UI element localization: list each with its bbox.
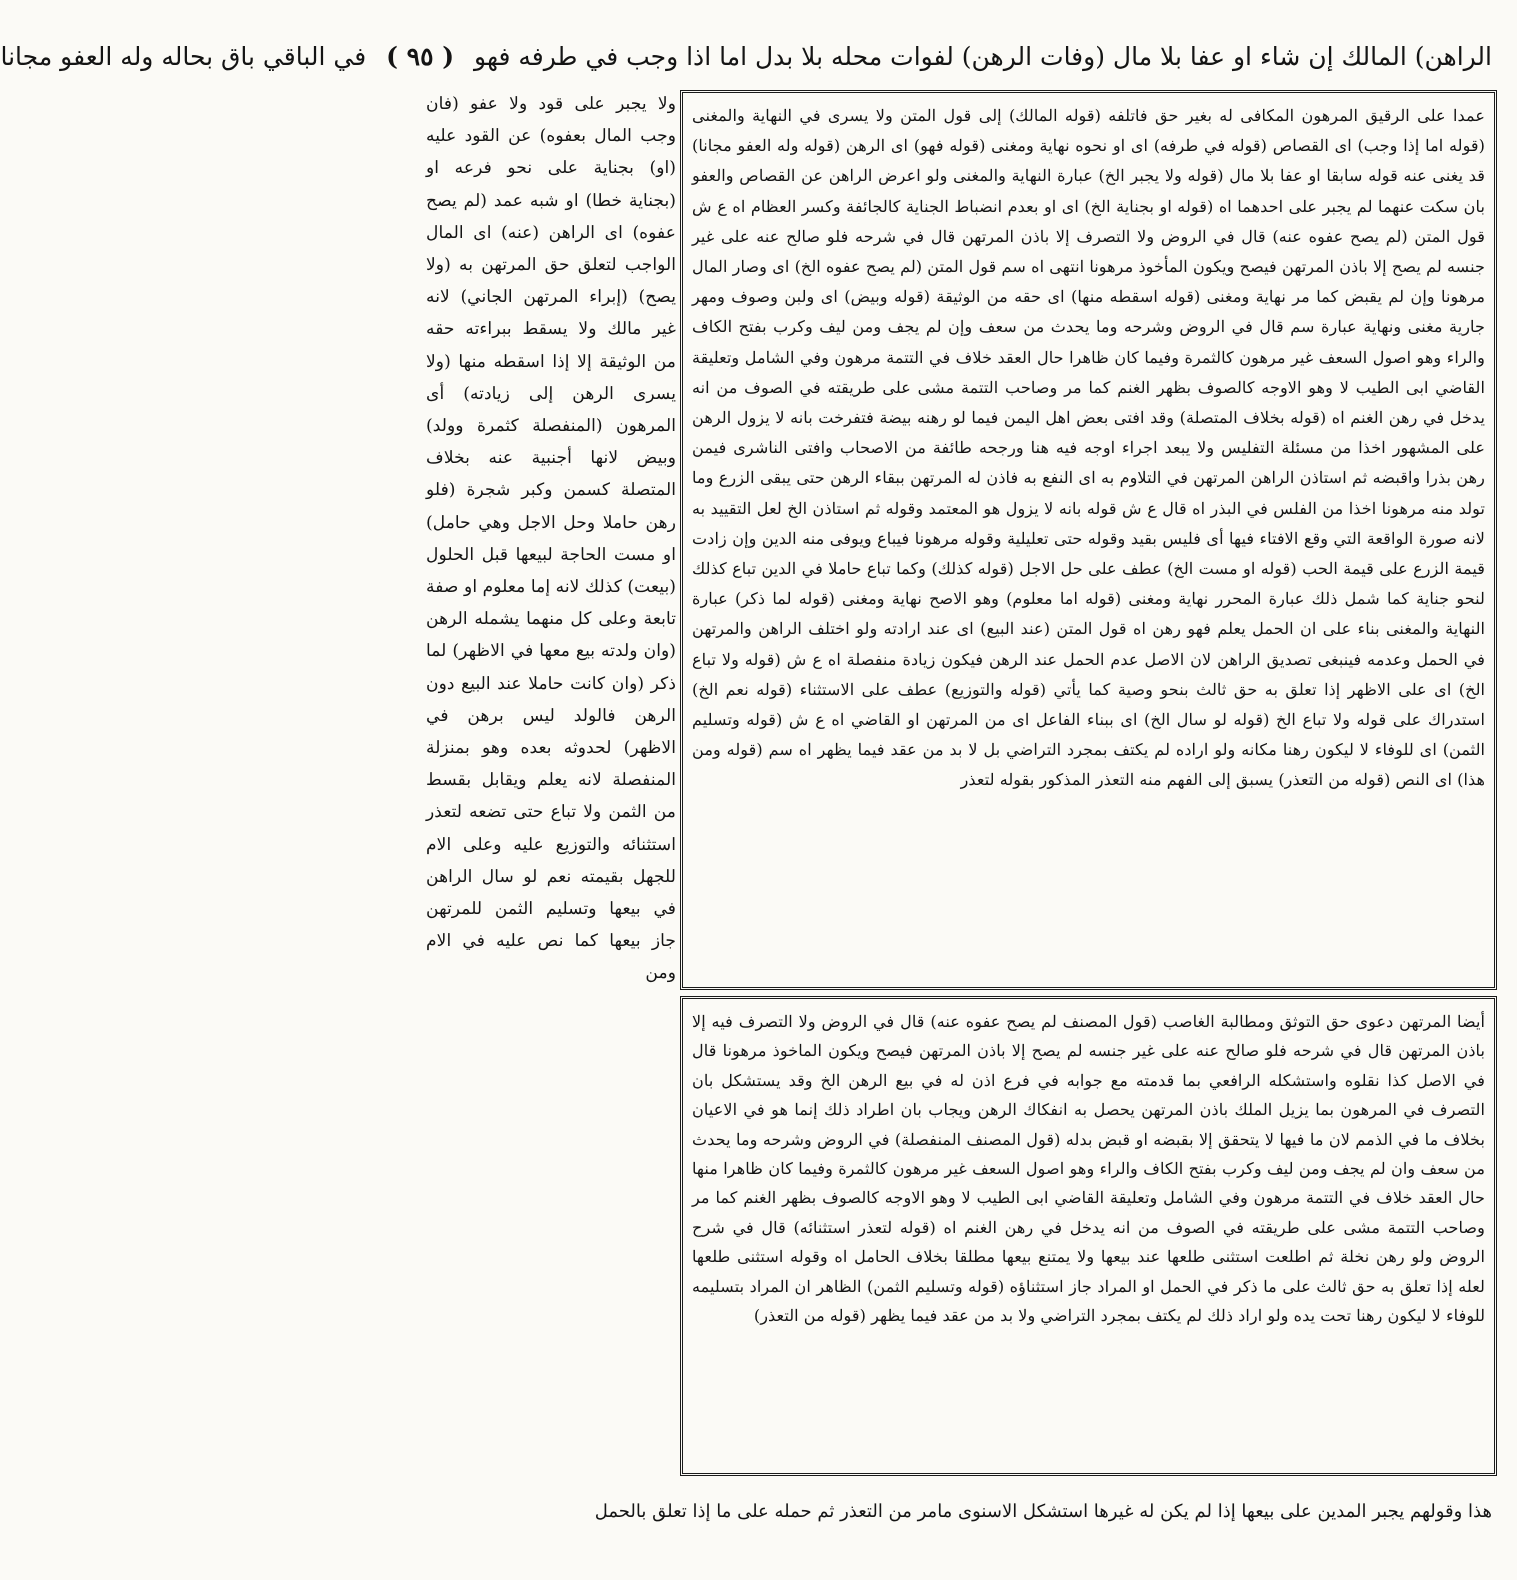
commentary-box-top (680, 90, 1497, 990)
header-text-left: في الباقي باق بحاله وله العفو مجانا (0, 42, 367, 71)
header-text-right: الراهن) المالك إن شاء او عفا بلا مال (وفات الرهن) لفوات محله بلا بدل اما اذا وجب في طرفه فهو (474, 42, 1492, 71)
footer-continuation (442, 1484, 1492, 1544)
commentary-top-text: عمدا على الرقيق المرهون المكافى له بغير حق فاتلفه (قوله المالك) إلى قول المتن ولا يسرى في النهاية والمغنى (قوله اما إذا وجب) اى القصاص (قوله في طرفه) اى او نحوه نهاية ومغنى (قوله فهو) اى الرهن (قوله وله العفو مجانا) قد يغنى عنه قوله سابقا او عفا بلا مال (قوله ولا يجبر الخ) عبارة النهاية والمغنى ولو اعرض الراهن عن القصاص والعفو بان سكت عنهما لم يجبر على احدهما اه (قوله او بجناية الخ) اى او بعدم انضباط الجناية كالجائفة وكسر العظام اه ع ش قول المتن (لم يصح عفوه عنه) قال في الروض ولا التصرف إلا باذن المرتهن قال في شرحه فلو صالح عنه على غير جنسه لم يصح إلا باذن المرتهن فيصح ويكون المأخوذ مرهونا انتهى اه سم قول المتن (لم يصح عفوه الخ) اى وصار المال مرهونا وإن لم يقبض كما مر نهاية ومغنى (قوله اسقطه منها) اى حقه من الوثيقة (قوله وبيض) اى ولبن وصوف ومهر جارية مغنى ونهاية عبارة سم قال في الروض وشرحه وما يحدث من سعف وإن لم يجف ومن ليف وكرب بفتح الكاف والراء وهو اصول السعف غير مرهون كالثمرة وفيما كان ظاهرا حال العقد خلاف في التتمة مرهون وفي الشامل وتعليقة القاضي ابى الطيب لا وهو الاوجه كالصوف بظهر الغنم كما مر وصاحب التتمة مشى على طريقته في الصوف من انه يدخل في رهن الغنم اه (قوله بخلاف المتصلة) وقد افتى بعض اهل اليمن فيما لو رهنه بيضة فتفرخت بانه لا يزول الرهن على المشهور اخذا من مسئلة التفليس ولا يبعد اجراء اوجه فيه هنا ورجحه طائفة من الاصحاب وافتى الناشرى فيمن رهن بذرا واقبضه ثم استاذن الراهن المرتهن في التلاوم به اى النفع به فاذن له المرتهن ببقاء الرهن حتى يبقى الزرع وما تولد منه مرهونا اخذا من الفلس في البذر اه قال ع ش قوله بانه لا يزول هو المعتمد وقوله ثم استاذن الخ لعل التقييد به لانه صورة الواقعة التي وقع الافتاء فيها أى فليس بقيد وقوله حتى تعليلية وقوله مرهونا فيباع ويوفى منه الدين وإن زادت قيمة الزرع على قيمة الحب (قوله او مست الخ) عطف على حل الاجل (قوله كذلك) وكما تباع حاملا في الدين تباع كذلك لنحو جناية كما شمل ذلك عبارة المحرر نهاية ومغنى (قوله اما معلوم) وهو الاصح نهاية ومغنى (قوله لما ذكر) عبارة النهاية والمغنى بناء على ان الحمل يعلم فهو رهن اه قول المتن (عند البيع) اى عند ارادته ولو اختلف الراهن والمرتهن في الحمل وعدمه فينبغى تصديق الراهن لان الاصل عدم الحمل عند الرهن فيكون زيادة منفصلة اه ع ش (قوله ولا تباع الخ) اى على الاظهر إذا تعلق به حق ثالث بنحو وصية كما يأتي (قوله والتوزيع) عطف على الاستثناء (قوله نعم الخ) استدراك على قوله ولا تباع الخ (قوله لو سال الخ) اى ببناء الفاعل اى من المرتهن او القاضي اه ع ش (قوله وتسليم الثمن) اى للوفاء لا ليكون رهنا مكانه ولو اراده لم يكتف بمجرد التراضي بل لا بد من عقد فيما يظهر اه سم (قوله ومن هذا) اى النص (قوله من التعذر) يسبق إلى الفهم منه التعذر المذكور بقوله لتعذر (692, 106, 1486, 790)
running-header (0, 34, 1492, 80)
main-text-column (426, 88, 676, 1513)
commentary-box-bottom (680, 996, 1497, 1476)
main-text: ولا يجبر على قود ولا عفو (فان وجب المال بعفوه) عن القود عليه (او) بجناية على نحو فرعه او (بجناية خطا) او شبه عمد (لم يصح عفوه) اى الراهن (عنه) اى المال الواجب لتعلق حق المرتهن به (ولا يصح) (إبراء المرتهن الجاني) لانه غير مالك ولا يسقط ببراءته حقه من الوثيقة إلا إذا اسقطه منها (ولا يسرى الرهن إلى زيادته) أى المرهون (المنفصلة كثمرة وولد) وبيض لانها أجنبية عنه بخلاف المتصلة كسمن وكبر شجرة (فلو رهن حاملا وحل الاجل وهي حامل) او مست الحاجة لبيعها قبل الحلول (بيعت) كذلك لانه إما معلوم او صفة تابعة وعلى كل منهما يشمله الرهن (وان ولدته بيع معها في الاظهر) لما ذكر (وان كانت حاملا عند البيع دون الرهن فالولد ليس برهن في الاظهر) لحدوثه بعده وهو بمنزلة المنفصلة لانه يعلم ويقابل بقسط من الثمن ولا تباع حتى تضعه لتعذر استثنائه والتوزيع عليه وعلى الام للجهل بقيمته نعم لو سال الراهن في بيعها وتسليم الثمن للمرتهن جاز بيعها كما نص عليه في الام ومن (426, 94, 676, 984)
page-number: ( ٩٥ ) (386, 42, 455, 71)
footer-text: هذا وقولهم يجبر المدين على بيعها إذا لم يكن له غيرها استشكل الاسنوى مامر من التعذر ثم حمله على ما إذا تعلق بالحمل (594, 1501, 1492, 1522)
commentary-bottom-text: أيضا المرتهن دعوى حق التوثق ومطالبة الغاصب (قول المصنف لم يصح عفوه عنه) قال في الروض ولا التصرف فيه إلا باذن المرتهن قال في شرحه فلو صالح عنه على غير جنسه لم يصح إلا باذن المرتهن فيصح ويكون الماخوذ مرهونا قال في الاصل كذا نقلوه واستشكله الرافعي بما قدمته مع جوابه في فرع اذن له في بيع الرهن الخ وقد يستشكل بان التصرف في المرهون بما يزيل الملك باذن المرتهن يحصل به انفكاك الرهن ويجاب بان اطراد ذلك إنما هو في الاعيان بخلاف ما في الذمم لان ما فيها لا يتحقق إلا بقبضه او قبض بدله (قول المصنف المنفصلة) في الروض وشرحه وما يحدث من سعف وان لم يجف ومن ليف وكرب بفتح الكاف والراء وهو اصول السعف غير مرهون كالثمرة وفيما كان ظاهرا منها حال العقد خلاف في التتمة مرهون وفي الشامل وتعليقة القاضي ابى الطيب لا وهو الاوجه كالصوف بظهر الغنم كما مر وصاحب التتمة مشى على طريقته في الصوف من انه يدخل في رهن الغنم اه (قوله لتعذر استثنائه) قال في شرح الروض ولو رهن نخلة ثم اطلعت استثنى طلعها عند بيعها ولا يمتنع بيعها مطلقا بخلاف الحامل اه وقوله استثنى طلعها لعله إذا تعلق به حق ثالث على ما ذكر في الحمل او المراد جاز استثناؤه (قوله وتسليم الثمن) الظاهر ان المراد بتسليمه للوفاء لا ليكون رهنا تحت يده ولو اراد ذلك لم يكتف بمجرد التراضي ولا بد من عقد فيما يظهر (قوله من التعذر) (692, 1012, 1485, 1326)
